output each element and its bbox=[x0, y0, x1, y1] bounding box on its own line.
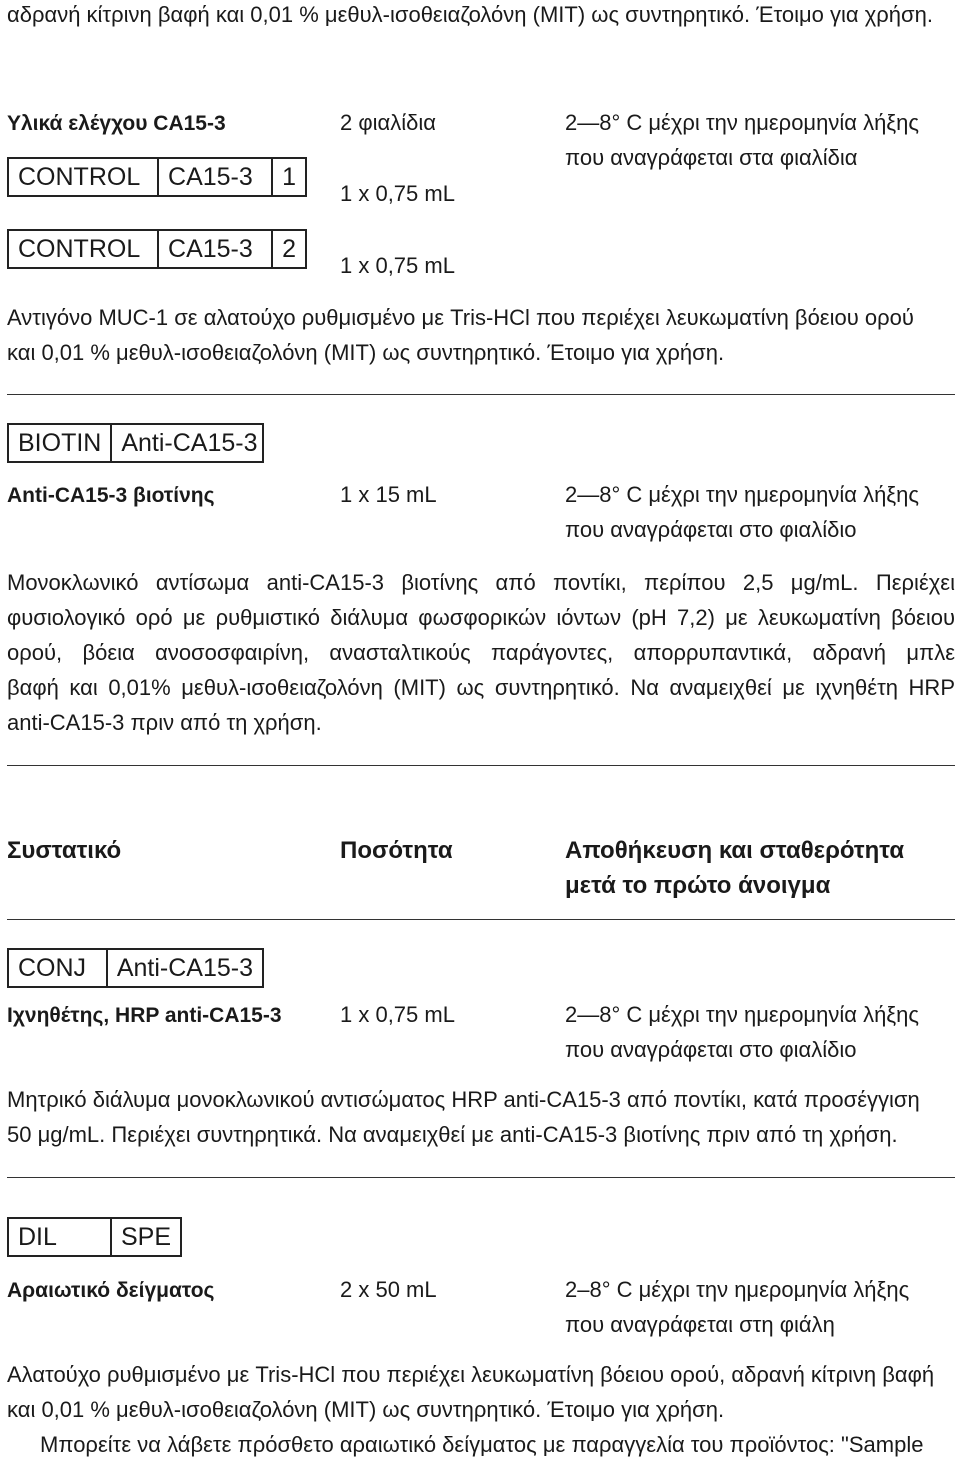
conj-storage-line2: που αναγράφεται στο φιαλίδιο bbox=[565, 1037, 857, 1062]
conj-qty: 1 x 0,75 mL bbox=[340, 1002, 455, 1027]
biotin-storage-line1: 2—8° C μέχρι την ημερομηνία λήξης bbox=[565, 482, 919, 507]
biotin-label-box bbox=[7, 423, 264, 463]
biotin-name: Anti-CA15-3 βιοτίνης bbox=[7, 484, 215, 507]
conj-desc-line1: Μητρικό διάλυμα μονοκλωνικού αντισώματος HRP anti-CA15-3 από ποντίκι, κατά προσέγγιση bbox=[7, 1087, 920, 1112]
dil-label-type: DIL bbox=[9, 1219, 112, 1255]
biotin-desc-line: Μονοκλωνικό αντίσωμα anti-CA15-3 βιοτίνης από ποντίκι, περίπου 2,5 μg/mL. Περιέχει bbox=[7, 570, 955, 595]
header-component: Συστατικό bbox=[7, 837, 122, 864]
control1-label-type: CONTROL bbox=[9, 159, 159, 195]
header-quantity: Ποσότητα bbox=[340, 837, 453, 864]
control1-qty: 1 x 0,75 mL bbox=[340, 181, 455, 206]
control2-label-type: CONTROL bbox=[9, 231, 159, 267]
control-desc-line1: Αντιγόνο MUC-1 σε αλατούχο ρυθμισμένο με Tris-HCl που περιέχει λευκωματίνη βόειου ορού bbox=[7, 305, 914, 330]
dil-label-specimen: SPE bbox=[120, 1222, 171, 1251]
section-divider bbox=[7, 919, 955, 920]
biotin-desc-line: βαφή και 0,01% μεθυλ-ισοθειαζολόνη (MIT) ως συντηρητικό. Να αναμειχθεί με ιχνηθέτη HRP bbox=[7, 675, 955, 700]
dil-desc-line1: Αλατούχο ρυθμισμένο με Tris-HCl που περιέχει λευκωματίνη βόειου ορού, αδρανή κίτρινη βαφή bbox=[7, 1362, 935, 1387]
conj-name: Ιχνηθέτης, HRP anti-CA15-3 bbox=[7, 1004, 282, 1027]
biotin-label-analyte: Anti-CA15-3 bbox=[121, 428, 258, 457]
section-divider bbox=[7, 1177, 955, 1178]
control2-qty: 1 x 0,75 mL bbox=[340, 253, 455, 278]
biotin-qty: 1 x 15 mL bbox=[340, 482, 437, 507]
control1-label-box bbox=[7, 157, 307, 197]
dil-label-box bbox=[7, 1217, 182, 1257]
dil-note: Μπορείτε να λάβετε πρόσθετο αραιωτικό δείγματος με παραγγελία του προϊόντος: "Sample bbox=[40, 1432, 924, 1457]
header-storage-line1: Αποθήκευση και σταθερότητα bbox=[565, 837, 905, 864]
header-storage-line2: μετά το πρώτο άνοιγμα bbox=[565, 872, 831, 899]
dil-desc-line2: και 0,01 % μεθυλ-ισοθειαζολόνη (MIT) ως συντηρητικό. Έτοιμο για χρήση. bbox=[7, 1397, 725, 1422]
continuation-text: αδρανή κίτρινη βαφή και 0,01 % μεθυλ-ισοθειαζολόνη (MIT) ως συντηρητικό. Έτοιμο για χρήση. bbox=[7, 2, 933, 27]
biotin-desc-line: anti-CA15-3 πριν από τη χρήση. bbox=[7, 710, 322, 735]
control-qty-total: 2 φιαλίδια bbox=[340, 110, 436, 135]
section-divider bbox=[7, 394, 955, 395]
control2-label-level: 2 bbox=[282, 234, 296, 263]
control1-label-level: 1 bbox=[282, 162, 296, 191]
dil-qty: 2 x 50 mL bbox=[340, 1277, 437, 1302]
biotin-label-type: BIOTIN bbox=[9, 425, 112, 461]
conj-label-box bbox=[7, 948, 264, 988]
dil-storage-line1: 2–8° C μέχρι την ημερομηνία λήξης bbox=[565, 1277, 910, 1302]
conj-desc-line2: 50 μg/mL. Περιέχει συντηρητικά. Να αναμειχθεί με anti-CA15-3 βιοτίνης πριν από τη χρήση. bbox=[7, 1122, 898, 1147]
control2-label-box bbox=[7, 229, 307, 269]
biotin-desc-line: ορού, βόεια ανοσοσφαιρίνη, ανασταλτικούς παράγοντες, απορρυπαντικά, αδρανή μπλε bbox=[7, 640, 955, 665]
conj-storage-line1: 2—8° C μέχρι την ημερομηνία λήξης bbox=[565, 1002, 919, 1027]
biotin-storage-line2: που αναγράφεται στο φιαλίδιο bbox=[565, 517, 857, 542]
control-storage-line2: που αναγράφεται στα φιαλίδια bbox=[565, 145, 858, 170]
control-storage-line1: 2—8° C μέχρι την ημερομηνία λήξης bbox=[565, 110, 919, 135]
dil-storage-line2: που αναγράφεται στη φιάλη bbox=[565, 1312, 835, 1337]
dil-name: Αραιωτικό δείγματος bbox=[7, 1279, 215, 1302]
conj-label-analyte: Anti-CA15-3 bbox=[116, 953, 253, 982]
control1-label-analyte: CA15-3 bbox=[159, 159, 273, 195]
section-divider bbox=[7, 765, 955, 766]
control2-label-analyte: CA15-3 bbox=[159, 231, 273, 267]
control-desc-line2: και 0,01 % μεθυλ-ισοθειαζολόνη (MIT) ως συντηρητικό. Έτοιμο για χρήση. bbox=[7, 340, 725, 365]
biotin-desc-line: φυσιολογικό ορό με ρυθμιστικό διάλυμα φωσφορικών ιόντων (pH 7,2) με λευκωματίνη βόειου bbox=[7, 605, 955, 630]
control-title: Υλικά ελέγχου CA15-3 bbox=[7, 112, 226, 135]
conj-label-type: CONJ bbox=[9, 950, 108, 986]
